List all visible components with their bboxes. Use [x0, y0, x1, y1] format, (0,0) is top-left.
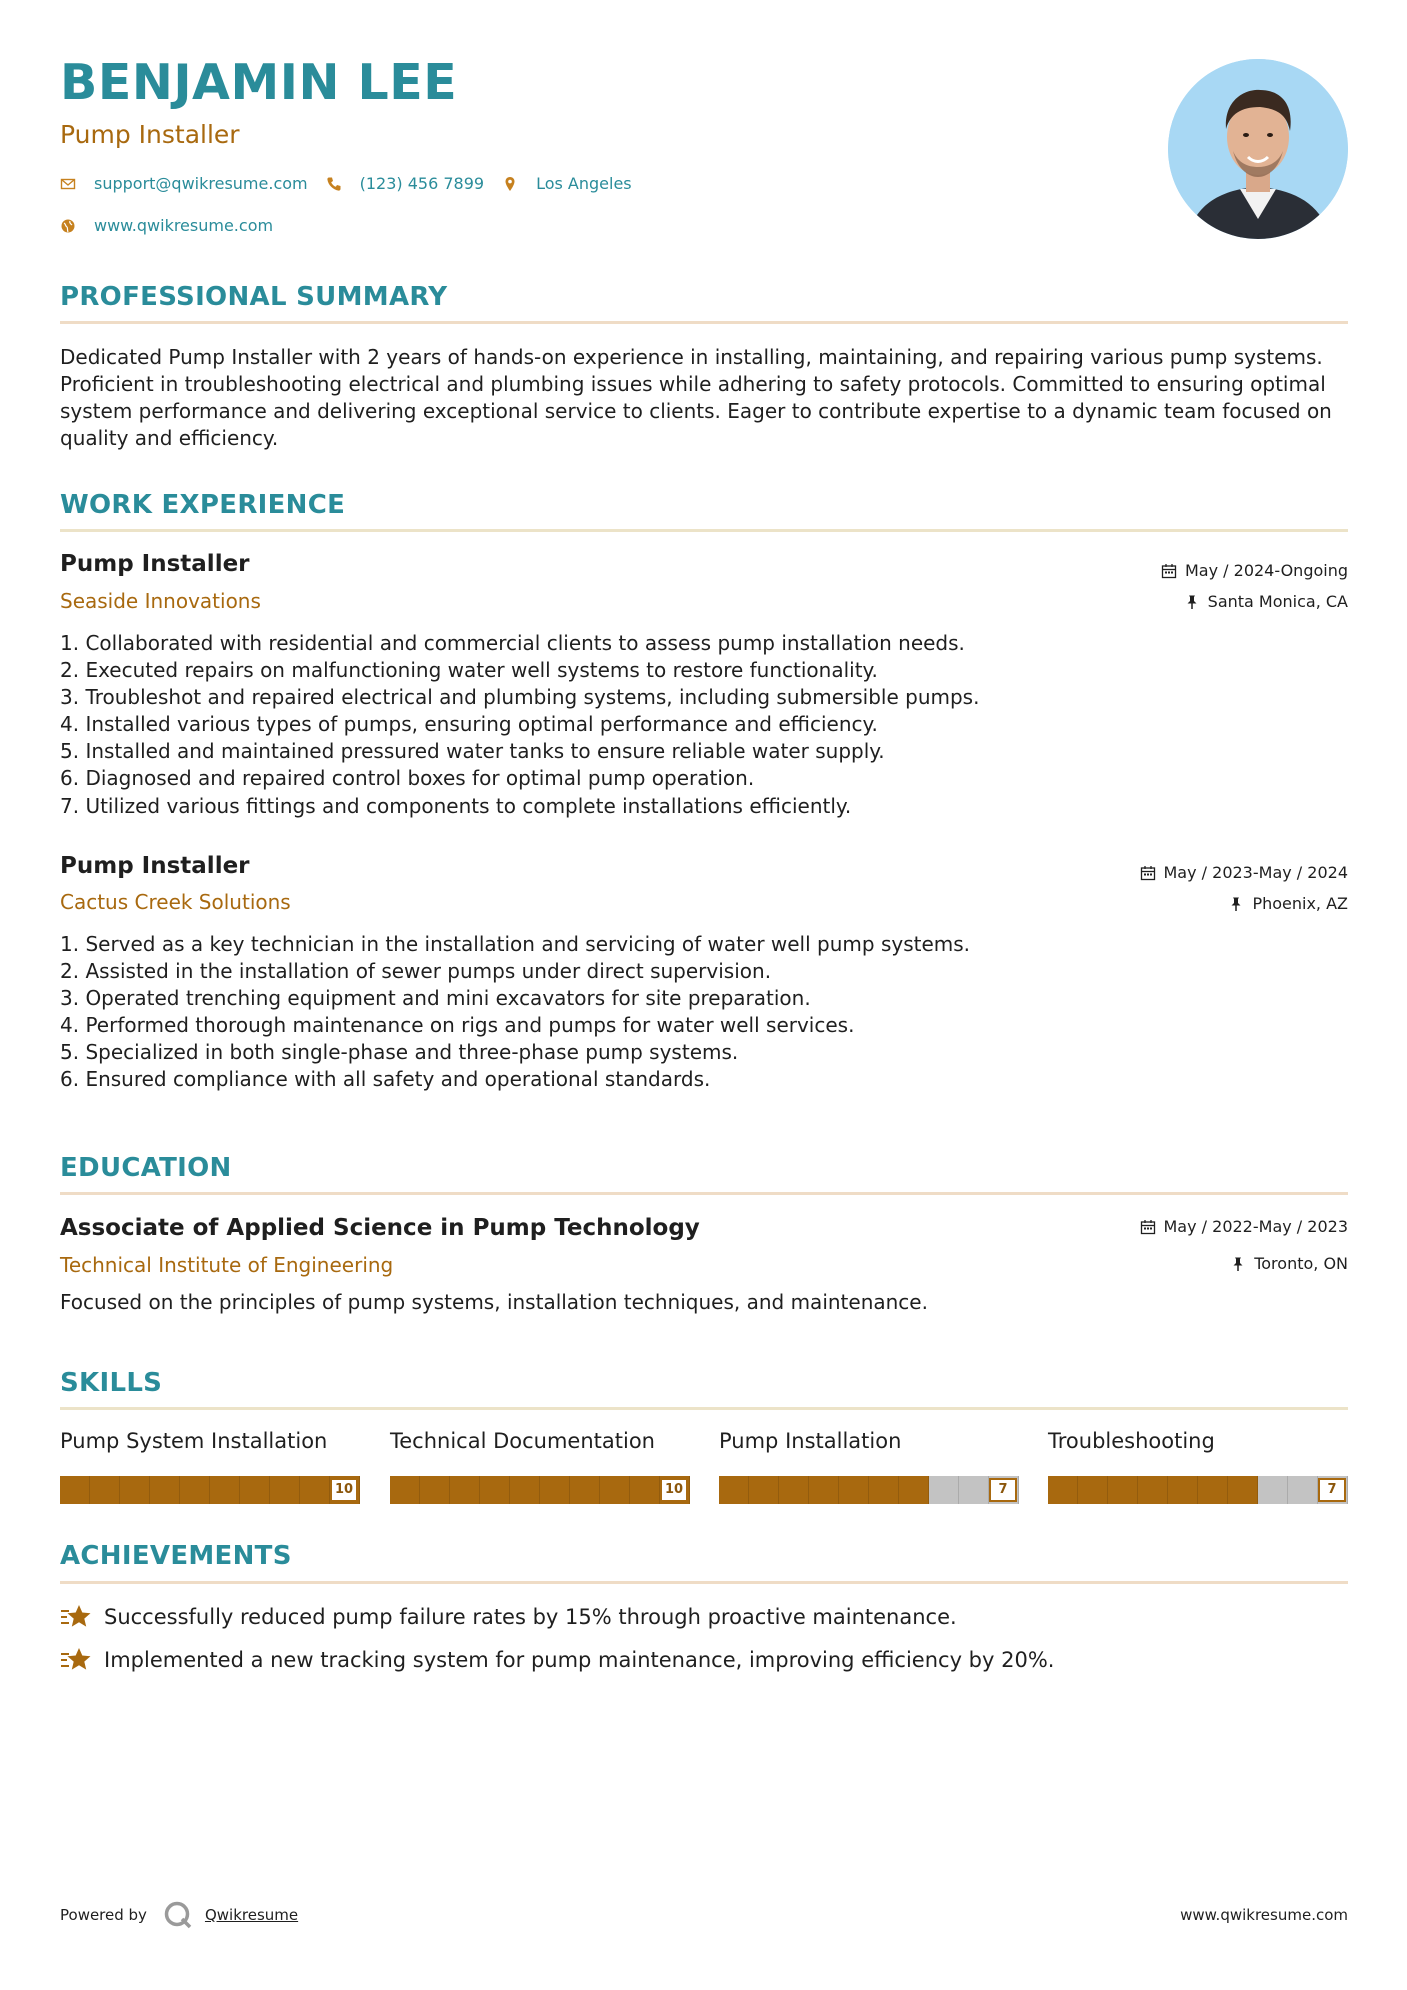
achievements-heading: ACHIEVEMENTS	[60, 1541, 292, 1571]
achievement-item	[60, 1603, 957, 1631]
job-location-text: Santa Monica, CA	[1207, 592, 1348, 611]
list-item: 3. Operated trenching equipment and mini excavators for site preparation.	[60, 986, 811, 1011]
globe-icon	[60, 218, 76, 234]
skill-bar	[1048, 1476, 1348, 1504]
summary-divider	[60, 321, 1348, 324]
skill-score: 10	[660, 1478, 688, 1502]
skill-score: 7	[989, 1478, 1017, 1502]
skill-bar	[60, 1476, 360, 1504]
job-title: Pump Installer	[60, 853, 250, 879]
list-item: 3. Troubleshot and repaired electrical and plumbing systems, including submersible pumps.	[60, 685, 980, 710]
pushpin-icon	[1230, 1256, 1246, 1272]
email-item[interactable]	[60, 174, 308, 193]
achievement-text: Implemented a new tracking system for pump maintenance, improving efficiency by 20%.	[104, 1648, 1055, 1672]
experience-divider	[60, 529, 1348, 532]
summary-heading: PROFESSIONAL SUMMARY	[60, 282, 448, 312]
list-item: 2. Assisted in the installation of sewer pumps under direct supervision.	[60, 959, 772, 984]
footer-powered-by	[60, 1900, 298, 1930]
list-item: 6. Ensured compliance with all safety and operational standards.	[60, 1067, 711, 1092]
job-duties-list	[60, 931, 970, 1094]
list-item: 7. Utilized various fittings and components to complete installations efficiently.	[60, 793, 852, 818]
skill-name: Pump System Installation	[60, 1429, 328, 1453]
calendar-icon	[1140, 865, 1156, 881]
skill-bar	[719, 1476, 1019, 1504]
job-dates-text: May / 2023-May / 2024	[1163, 863, 1348, 882]
footer-website[interactable]: www.qwikresume.com	[1180, 1906, 1348, 1924]
phone-item[interactable]	[326, 174, 484, 193]
company-name: Cactus Creek Solutions	[60, 890, 291, 914]
contact-row	[60, 174, 632, 193]
job-dates-text: May / 2024-Ongoing	[1185, 561, 1348, 580]
education-location-text: Toronto, ON	[1254, 1254, 1348, 1273]
skill-item	[60, 1429, 360, 1497]
education-dates	[1140, 1217, 1349, 1236]
job-location	[1228, 894, 1348, 913]
degree-title: Associate of Applied Science in Pump Technology	[60, 1215, 700, 1241]
job-dates	[1161, 561, 1348, 580]
education-heading: EDUCATION	[60, 1153, 232, 1183]
school-name: Technical Institute of Engineering	[60, 1253, 394, 1277]
list-item: 4. Performed thorough maintenance on rigs and pumps for water well services.	[60, 1013, 855, 1038]
list-item: 2. Executed repairs on malfunctioning water well systems to restore functionality.	[60, 658, 878, 683]
achievement-text: Successfully reduced pump failure rates by 15% through proactive maintenance.	[104, 1605, 957, 1629]
profile-photo	[1168, 59, 1348, 239]
candidate-name: BENJAMIN LEE	[60, 54, 458, 111]
candidate-role: Pump Installer	[60, 120, 240, 149]
education-divider	[60, 1192, 1348, 1195]
job-title: Pump Installer	[60, 551, 250, 577]
pushpin-icon	[1228, 896, 1244, 912]
star-icon	[60, 1603, 92, 1631]
map-pin-icon	[502, 176, 518, 192]
star-icon	[60, 1646, 92, 1674]
skills-divider	[60, 1407, 1348, 1410]
job-location	[1184, 592, 1348, 611]
website-row	[60, 216, 273, 235]
qwikresume-link[interactable]: Qwikresume	[204, 1906, 299, 1924]
skill-bar	[390, 1476, 690, 1504]
company-name: Seaside Innovations	[60, 589, 261, 613]
job-dates	[1140, 863, 1349, 882]
skill-score: 10	[330, 1478, 358, 1502]
email-text: support@qwikresume.com	[94, 174, 308, 193]
powered-by-label: Powered by	[60, 1906, 147, 1924]
phone-text: (123) 456 7899	[359, 174, 485, 193]
skill-item	[719, 1429, 1019, 1497]
website-item[interactable]	[60, 216, 273, 235]
achievement-item	[60, 1646, 1054, 1674]
skill-item	[390, 1429, 690, 1497]
qwikresume-logo-icon	[163, 1900, 193, 1930]
list-item: 6. Diagnosed and repaired control boxes for optimal pump operation.	[60, 766, 755, 791]
skills-heading: SKILLS	[60, 1368, 163, 1398]
list-item: 5. Installed and maintained pressured water tanks to ensure reliable water supply.	[60, 739, 885, 764]
list-item: 4. Installed various types of pumps, ensuring optimal performance and efficiency.	[60, 712, 878, 737]
pushpin-icon	[1184, 594, 1200, 610]
education-dates-text: May / 2022-May / 2023	[1163, 1217, 1348, 1236]
education-description: Focused on the principles of pump systems, installation techniques, and maintenance.	[60, 1290, 928, 1314]
experience-heading: WORK EXPERIENCE	[60, 490, 346, 520]
envelope-icon	[60, 176, 76, 192]
summary-text: Dedicated Pump Installer with 2 years of hands-on experience in installing, maintaining, and repairing various pump systems. Proficient in troubleshooting electrical and plumbing issues while adhering to safety protocols. Committed to ensuring optimal system performance and delivering exceptional service to clients. Eager to contribute expertise to a dynamic team focused on quality and efficiency.	[60, 345, 1332, 450]
skill-name: Pump Installation	[719, 1429, 902, 1453]
job-duties-list	[60, 630, 979, 820]
list-item: 1. Collaborated with residential and commercial clients to assess pump installation needs.	[60, 631, 965, 655]
skill-name: Troubleshooting	[1048, 1429, 1215, 1453]
list-item: 5. Specialized in both single-phase and three-phase pump systems.	[60, 1040, 739, 1065]
phone-icon	[326, 176, 342, 192]
location-text: Los Angeles	[536, 174, 632, 193]
job-location-text: Phoenix, AZ	[1252, 894, 1348, 913]
skill-name: Technical Documentation	[390, 1429, 655, 1453]
website-text: www.qwikresume.com	[94, 216, 274, 235]
calendar-icon	[1140, 1219, 1156, 1235]
list-item: 1. Served as a key technician in the installation and servicing of water well pump systems.	[60, 932, 971, 956]
achievements-divider	[60, 1581, 1348, 1584]
skill-score: 7	[1318, 1478, 1346, 1502]
skill-item	[1048, 1429, 1348, 1497]
calendar-icon	[1161, 563, 1177, 579]
education-location	[1230, 1254, 1348, 1273]
location-item	[502, 174, 632, 193]
